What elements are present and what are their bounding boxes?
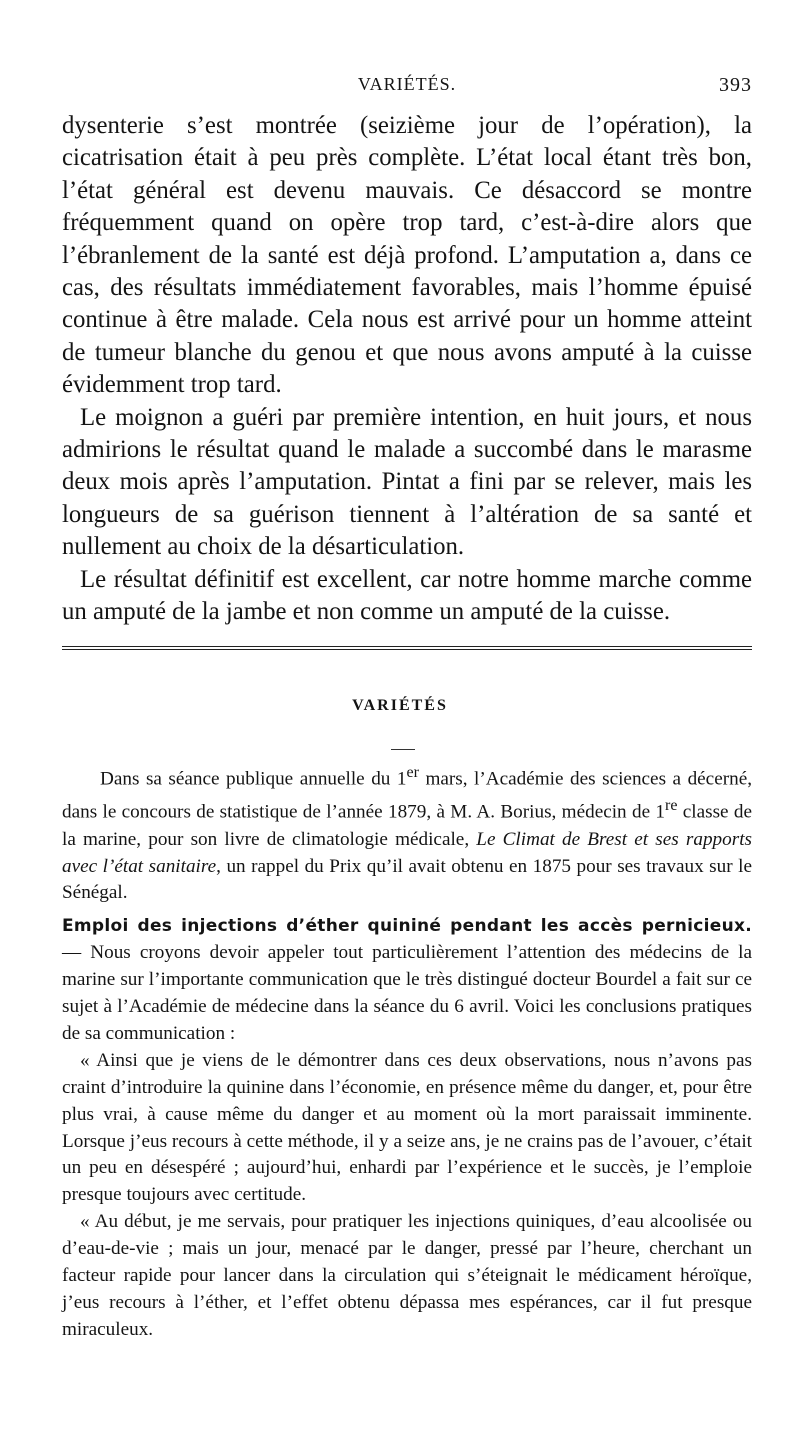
page-number: 393 [719, 74, 752, 96]
book-title: Le Climat de Brest et ses rapports avec l’état sanitaire [62, 828, 752, 877]
varietes-section [62, 760, 752, 1344]
text-run: classe de la marine, pour son livre de climatologie médicale, [62, 801, 752, 850]
quote-paragraph: « Ainsi que je viens de le démontrer dans ces deux observations, nous n’avons pas craint d’introduire la quinine dans l’économie, en présence même du danger, et, pour être plus vrai, à cause même du danger et au moment où la mort paraissait imminente. Lorsque j’eus recours à cette méthode, il y a seize ans, je ne crains pas de l’avouer, c’était un peu en désespéré ; aujourd’hui, enhardi par l’expérience et le succès, je l’emploie presque toujours avec certitude. [62, 1049, 752, 1206]
section-divider [62, 646, 752, 650]
running-header [62, 74, 752, 98]
academy-paragraph [62, 760, 752, 907]
body-paragraph: dysenterie s’est montrée (seizième jour de l’opération), la cicatrisation était à peu près complète. L’état local étant très bon, l’état général est devenu mauvais. Ce désaccord se montre fréquemment quand on opère trop tard, c’est-à-dire alors que l’ébranlement de la santé est déjà profond. L’amputation a, dans ce cas, des résultats immédiatement favorables, mais l’homme épuisé continue à être malade. Cela nous est arrivé pour un homme atteint de tumeur blanche du genou et que nous avons amputé à la cuisse évidemment trop tard. [62, 112, 752, 399]
quote-paragraph: « Au début, je me servais, pour pratiquer les injections quiniques, d’eau alcoolisée ou d’eau-de-vie ; mais un jour, menacé par le danger, pressé par l’heure, cherchant un facteur rapide pour lancer dans la circulation qui s’éteignait le médicament héroïque, j’eus recours à l’éther, et l’effet obtenu dépassa mes espérances, car il fut presque miraculeux. [62, 1211, 752, 1340]
text-run: , un rappel du Prix qu’il avait obtenu en 1875 pour ses travaux sur le Sénégal. [62, 855, 752, 904]
superscript: er [406, 764, 419, 781]
paragraph-heading: Emploi des injections d’éther quininé pendant les accès pernicieux. [62, 916, 752, 937]
text-run: — Nous croyons devoir appeler tout particulièrement l’attention des médecins de la marine sur l’importante communication que le très distingué docteur Bourdel a fait sur ce sujet à l’Académie de médecine dans la séance du 6 avril. Voici les conclusions pratiques de sa communication : [62, 942, 752, 1044]
article-end-text [62, 110, 752, 629]
injection-paragraph [62, 913, 752, 1048]
superscript: re [665, 797, 678, 815]
body-paragraph: Le résultat définitif est excellent, car notre homme marche comme un amputé de la jambe et non comme un amputé de la cuisse. [62, 565, 752, 626]
text-run: Dans sa séance publique annuelle du 1 [100, 768, 407, 790]
text-run: mars, l’Académie des sciences a décerné, dans le concours de statistique de l’année 1879, à M. A. Borius, médecin de 1 [62, 768, 753, 823]
title-underline [391, 749, 415, 750]
section-title: VARIÉTÉS [352, 697, 448, 714]
running-title: VARIÉTÉS. [357, 74, 457, 94]
body-paragraph: Le moignon a guéri par première intention, en huit jours, et nous admirions le résultat quand le malade a succombé dans le marasme deux mois après l’amputation. Pintat a fini par se relever, mais les longueurs de sa guérison tiennent à l’altération de sa santé et nullement au choix de la désarticulation. [62, 403, 752, 561]
